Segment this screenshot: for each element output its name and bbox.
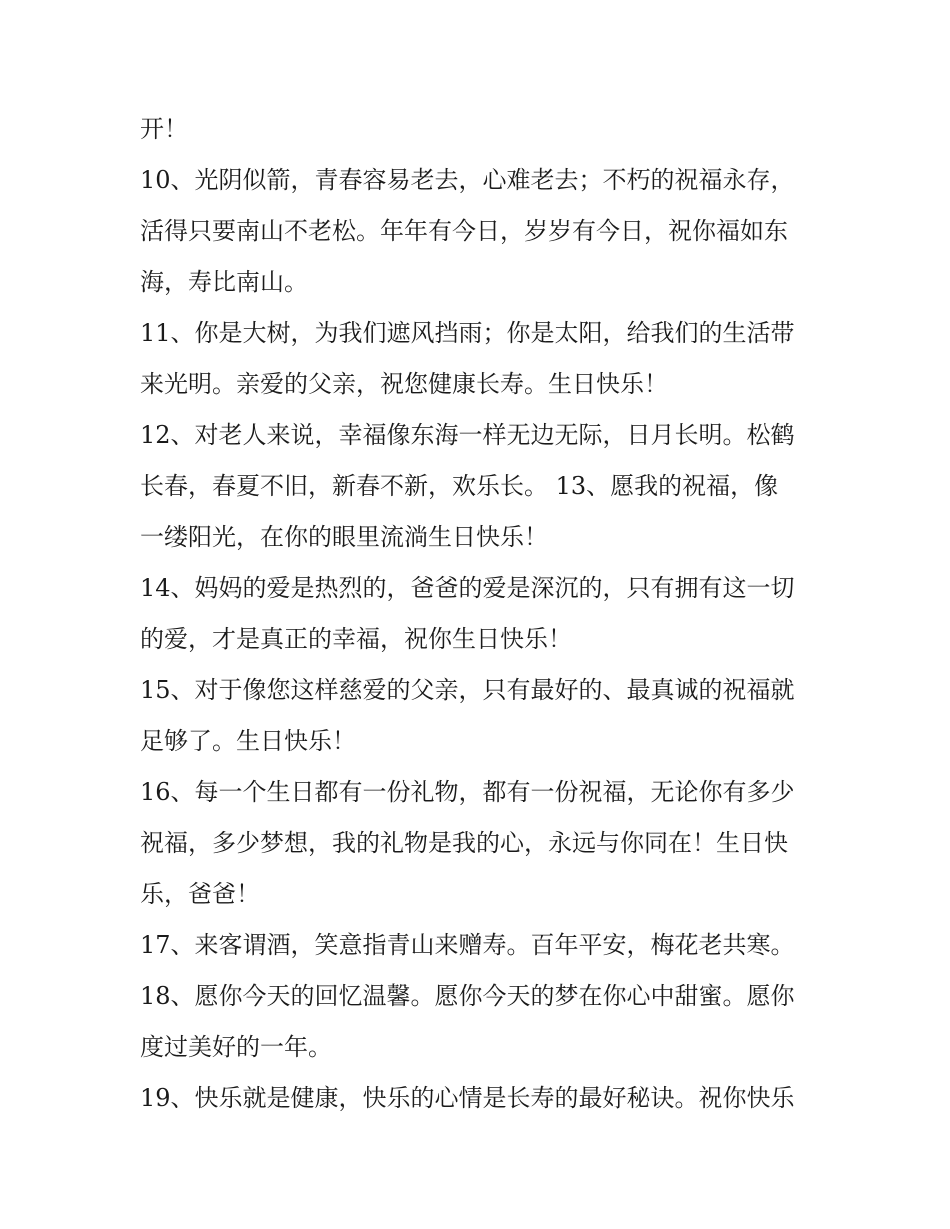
text-line: 的爱，才是真正的幸福，祝你生日快乐！ <box>140 625 572 653</box>
text-line: 来光明。亲爱的父亲，祝您健康长寿。生日快乐！ <box>140 370 668 398</box>
text-line: 18、愿你今天的回忆温馨。愿你今天的梦在你心中甜蜜。愿你 <box>140 982 795 1010</box>
text-line: 海，寿比南山。 <box>140 268 308 296</box>
text-line: 祝福，多少梦想，我的礼物是我的心，永远与你同在！生日快 <box>140 829 788 857</box>
text-line: 11、你是大树，为我们遮风挡雨；你是太阳，给我们的生活带 <box>140 319 795 347</box>
text-line: 一缕阳光，在你的眼里流淌生日快乐！ <box>140 523 548 551</box>
text-line: 16、每一个生日都有一份礼物，都有一份祝福，无论你有多少 <box>140 778 795 806</box>
text-line: 开！ <box>140 115 188 143</box>
text-line: 度过美好的一年。 <box>140 1033 332 1061</box>
text-line: 12、对老人来说，幸福像东海一样无边无际，日月长明。松鹤 <box>140 421 795 449</box>
document-body <box>140 104 830 1124</box>
text-line: 长春，春夏不旧，新春不新，欢乐长。 13、愿我的祝福，像 <box>140 472 779 500</box>
text-line: 乐，爸爸！ <box>140 880 260 908</box>
text-line: 15、对于像您这样慈爱的父亲，只有最好的、最真诚的祝福就 <box>140 676 795 704</box>
text-line: 活得只要南山不老松。年年有今日，岁岁有今日，祝你福如东 <box>140 217 788 245</box>
text-line: 17、来客谓酒，笑意指青山来赠寿。百年平安，梅花老共寒。 <box>140 931 795 959</box>
text-line: 10、光阴似箭，青春容易老去，心难老去；不朽的祝福永存， <box>140 166 795 194</box>
text-line: 19、快乐就是健康，快乐的心情是长寿的最好秘诀。祝你快乐 <box>140 1084 795 1112</box>
text-line: 14、妈妈的爱是热烈的，爸爸的爱是深沉的，只有拥有这一切 <box>140 574 795 602</box>
text-line: 足够了。生日快乐！ <box>140 727 356 755</box>
